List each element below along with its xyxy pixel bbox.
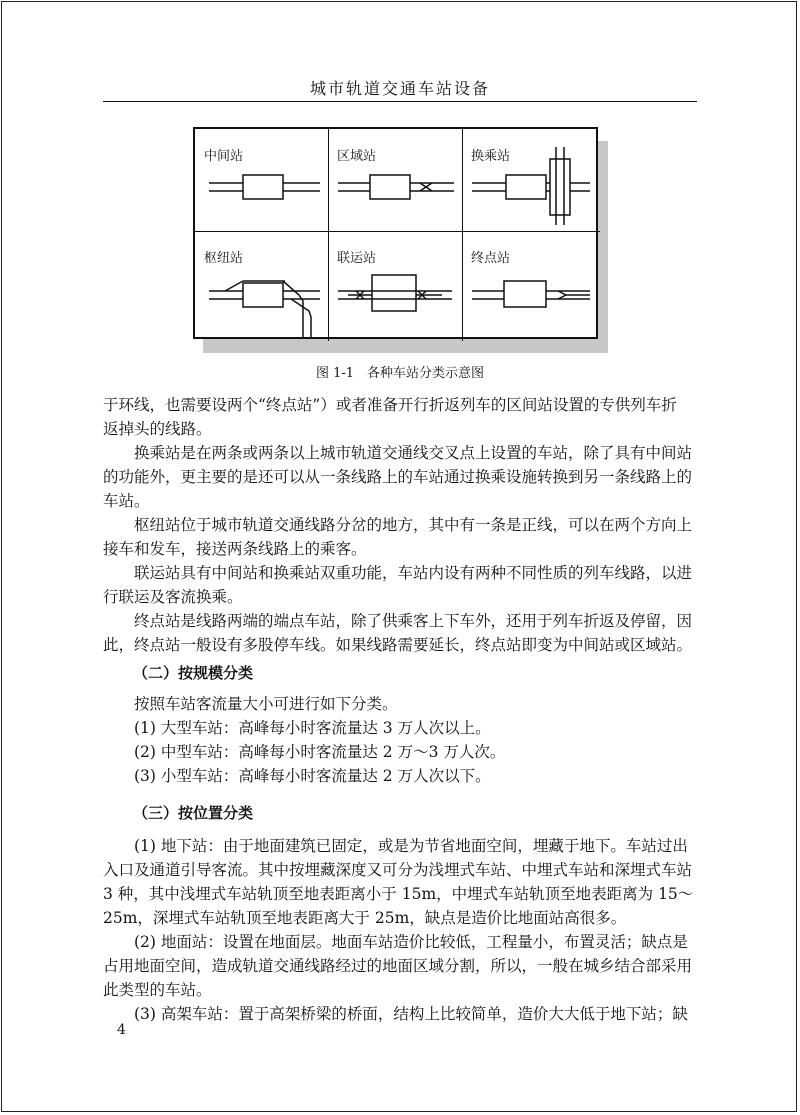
text-line: 此，终点站一般设有多股停车线。如果线路需要延长，终点站即变为中间站或区域站。 <box>103 636 693 654</box>
cell-label: 区域站 <box>337 149 377 164</box>
text-line: 的功能外，更主要的是还可以从一条线路上的车站通过换乘设施转换到另一条线路上的 <box>103 468 693 486</box>
text-line: 终点站是线路两端的端点车站，除了供乘客上下车外，还用于列车折返及停留，因 <box>103 612 693 630</box>
cell-label: 终点站 <box>471 251 511 266</box>
figure-caption: 图 1-1 各种车站分类示意图 <box>315 366 485 381</box>
text-line: 联运站具有中间站和换乘站双重功能，车站内设有两种不同性质的列车线路，以进 <box>103 564 693 582</box>
cell-label: 枢纽站 <box>204 251 244 266</box>
text-line: 入口及通道引导客流。其中按埋藏深度又可分为浅埋式车站、中埋式车站和深埋式车站 <box>103 861 693 879</box>
running-header: 城市轨道交通车站设备 <box>309 79 490 98</box>
text-line: 行联运及客流换乘。 <box>103 588 243 606</box>
text-line: 枢纽站位于城市轨道交通线路分岔的地方，其中有一条是正线，可以在两个方向上 <box>103 516 693 534</box>
text-line: 占用地面空间，造成轨道交通线路经过的地面区域分割，所以，一般在城乡结合部采用 <box>103 957 693 975</box>
text-line: 此类型的车站。 <box>103 981 212 999</box>
page-number: 4 <box>117 1022 126 1038</box>
cell-regional-station <box>328 129 462 231</box>
text-line: (3) 小型车站：高峰每小时客流量达 2 万人次以下。 <box>103 767 491 785</box>
text-line: 接车和发车，接送两条线路上的乘客。 <box>103 540 367 558</box>
header-rule <box>103 101 697 102</box>
transfer-station-diagram <box>462 129 600 231</box>
figure-grid <box>193 127 598 339</box>
text-line: 车站。 <box>103 492 150 510</box>
text-line: (3) 高架车站：置于高架桥梁的桥面，结构上比较简单，造价大大低于地下站；缺 <box>103 1005 688 1023</box>
intermediate-station-diagram <box>195 129 328 231</box>
cell-hub-station <box>195 231 328 341</box>
cell-intermediate-station <box>195 129 328 231</box>
text-line: 按照车站客流量大小可进行如下分类。 <box>103 695 398 713</box>
text-line: (1) 大型车站：高峰每小时客流量达 3 万人次以上。 <box>103 719 491 737</box>
hub-station-diagram <box>195 231 328 341</box>
text-line: 换乘站是在两条或两条以上城市轨道交通线交叉点上设置的车站，除了具有中间站 <box>103 444 693 462</box>
text-line: (2) 中型车站：高峰每小时客流量达 2 万～3 万人次。 <box>103 743 506 761</box>
text-line: 25m，深埋式车站轨顶至地表距离大于 25m，缺点是造价比地面站高很多。 <box>103 909 627 927</box>
section-heading-scale: （二）按规模分类 <box>133 664 254 682</box>
cell-label: 换乘站 <box>471 149 511 164</box>
regional-station-diagram <box>328 129 462 231</box>
text-line: (1) 地下站：由于地面建筑已固定，或是为节省地面空间，埋藏于地下。车站过出 <box>103 837 688 855</box>
cell-intermodal-station <box>328 231 462 341</box>
cell-label: 中间站 <box>204 149 244 164</box>
station-classification-figure <box>193 127 598 339</box>
cell-label: 联运站 <box>337 251 377 266</box>
text-line: (2) 地面站：设置在地面层。地面车站造价比较低，工程量小，布置灵活；缺点是 <box>103 933 688 951</box>
text-line: 于环线，也需要设两个“终点站”）或者准备开行折返列车的区间站设置的专供列车折 <box>103 396 677 414</box>
intermodal-station-diagram <box>328 231 462 341</box>
text-line: 返掉头的线路。 <box>103 420 212 438</box>
cell-transfer-station <box>462 129 600 231</box>
section-heading-location: （三）按位置分类 <box>133 804 254 822</box>
cell-terminal-station <box>462 231 600 341</box>
terminal-station-diagram <box>462 231 600 341</box>
text-line: 3 种，其中浅埋式车站轨顶至地表距离小于 15m，中埋式车站轨顶至地表距离为 15～ <box>103 885 694 903</box>
